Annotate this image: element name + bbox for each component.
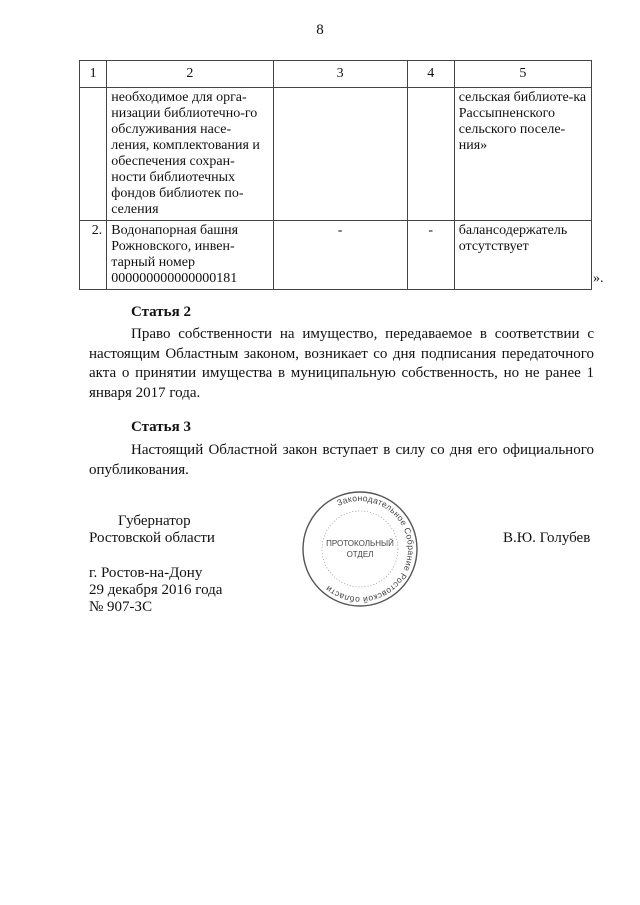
header-col-1: 1	[80, 61, 107, 88]
stamp-center-line2: ОТДЕЛ	[346, 550, 374, 559]
property-name: необходимое для орга-низации библиотечно-го обслуживания насе-ления, комплектования и обеспечения сохран-ности библиотечных фондов библиотек по-селения	[107, 88, 273, 221]
law-number: № 907-ЗС	[89, 599, 153, 615]
header-col-3: 3	[273, 61, 407, 88]
table-header-row	[80, 61, 592, 88]
article-3-heading: Статья 3	[131, 419, 191, 435]
table-row	[80, 88, 592, 221]
property-table	[79, 60, 592, 290]
article-3-text: Настоящий Областной закон вступает в силу со дня его официального опубликования.	[89, 442, 594, 478]
row-number: 2.	[80, 221, 107, 290]
signatory-title-line1: Губернатор	[118, 513, 191, 529]
row-col-4	[407, 88, 454, 221]
article-2-heading: Статья 2	[131, 304, 191, 320]
signing-date: 29 декабря 2016 года	[89, 582, 223, 598]
signatory-name: В.Ю. Голубев	[503, 530, 591, 546]
stamp-center-line1: ПРОТОКОЛЬНЫЙ	[326, 539, 394, 548]
signing-city: г. Ростов-на-Дону	[89, 565, 203, 581]
header-col-4: 4	[407, 61, 454, 88]
row-col-3	[273, 88, 407, 221]
article-2-text: Право собственности на имущество, передаваемое в соответствии с настоящим Областным законом, возникает со дня подписания передаточного акта о принятии имущества в муниципальную собственность, но не ранее 1 января 2017 года.	[89, 326, 594, 401]
row-col-3: -	[273, 221, 407, 290]
property-name: Водонапорная башня Рожновского, инвен-тарный номер 000000000000000181	[107, 221, 273, 290]
stamp-ring-text: Законодательное Собрание Ростовской области	[323, 492, 417, 606]
table-closing-quote: ».	[593, 271, 604, 286]
holder-cell: сельская библиоте-ка Рассыпненского сельского поселе-ния»	[454, 88, 591, 221]
page-number: 8	[316, 22, 324, 38]
holder-cell: балансодержатель отсутствует	[454, 221, 591, 290]
signatory-title-line2: Ростовской области	[89, 530, 215, 546]
row-number	[80, 88, 107, 221]
seal-stamp	[300, 489, 420, 609]
header-col-5: 5	[454, 61, 591, 88]
header-col-2: 2	[107, 61, 273, 88]
row-col-4: -	[407, 221, 454, 290]
table-row	[80, 221, 592, 290]
